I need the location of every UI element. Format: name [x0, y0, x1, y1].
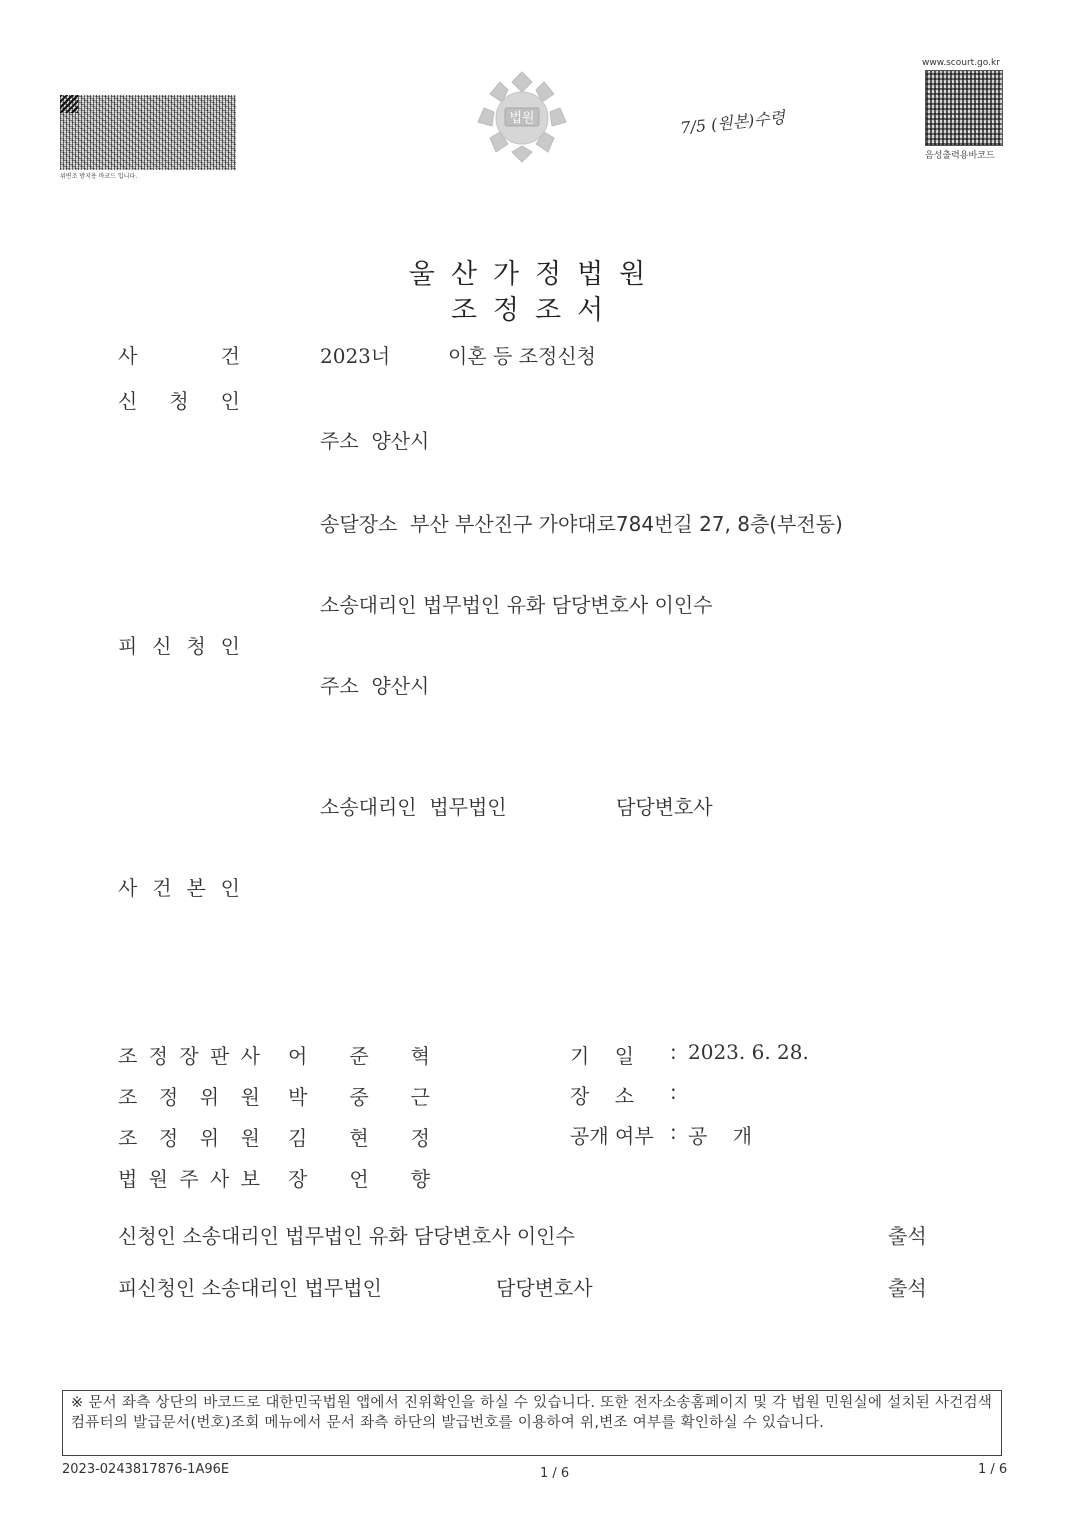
court-name: 울산가정법원: [408, 259, 662, 290]
barcode-caption: 위변조 방지용 바코드 입니다.: [60, 173, 138, 180]
applicant-agent: 소송대리인 법무법인 유화 담당변호사 이인수: [320, 593, 713, 617]
official-row: [118, 1163, 438, 1204]
public-label: 공개 여부: [570, 1124, 654, 1148]
anti-forgery-barcode: [60, 95, 236, 180]
hearing-date-value: 2023. 6. 28.: [688, 1040, 809, 1064]
issue-number: 2023-0243817876-1A96E: [62, 1462, 230, 1477]
official-role: 조 정 장 판 사: [118, 1044, 260, 1068]
court-seal-icon: [470, 68, 574, 166]
hearing-place-label: 장 소: [570, 1084, 635, 1108]
applicant-delivery-address: 송달장소 부산 부산진구 가야대로784번길 27, 8층(부전동): [320, 512, 843, 536]
page-number-right: 1 / 6: [978, 1462, 1008, 1477]
official-name: 장 언 향: [288, 1167, 430, 1191]
attendance-applicant: 신청인 소송대리인 법무법인 유화 담당변호사 이인수: [118, 1224, 575, 1248]
officials-list: [118, 1040, 438, 1204]
colon: :: [670, 1040, 677, 1064]
applicant-address: 주소 양산시: [320, 429, 430, 453]
official-name: 어 준 혁: [288, 1044, 430, 1068]
official-row: [118, 1081, 438, 1122]
barcode-image: [60, 95, 236, 170]
verification-notice: ※ 문서 좌측 상단의 바코드로 대한민국법원 앱에서 진위확인을 하실 수 있습니다. 또한 전자소송홈페이지 및 각 법원 민원실에 설치된 사건검색 컴퓨터의 발급문서(번호)조회 메뉴에서 문서 좌측 하단의 발급번호를 이용하여 위,변조 여부를 확인하실 수 있습니다.: [62, 1390, 1002, 1456]
seal-text: 법원: [509, 111, 535, 126]
respondent-address: 주소 양산시: [320, 674, 430, 698]
applicant-label: 신 청 인: [118, 389, 240, 413]
case-label: 사 건: [118, 344, 240, 368]
court-url: www.scourt.go.kr: [922, 58, 1000, 68]
official-row: [118, 1040, 438, 1081]
qr-caption: 음성출력용바코드: [925, 151, 995, 161]
public-value: 공 개: [688, 1124, 753, 1148]
voice-output-qr-code: [925, 70, 1003, 146]
case-number: 2023너: [320, 344, 391, 368]
attendance-applicant-status: 출석: [888, 1224, 927, 1248]
official-role: 조 정 위 원: [118, 1085, 260, 1109]
hearing-date-label: 기 일: [570, 1044, 635, 1068]
page-number-center: 1 / 6: [540, 1466, 570, 1481]
colon: :: [670, 1080, 677, 1104]
attendance-respondent-status: 출석: [888, 1276, 927, 1300]
principal-label: 사 건 본 인: [118, 876, 240, 900]
official-role: 법 원 주 사 보: [118, 1167, 260, 1191]
handwritten-note: 7/5 (원본)수령: [679, 107, 786, 138]
case-name: 이혼 등 조정신청: [448, 344, 596, 368]
respondent-label: 피 신 청 인: [118, 634, 240, 658]
official-name: 박 중 근: [288, 1085, 430, 1109]
official-role: 조 정 위 원: [118, 1126, 260, 1150]
official-name: 김 현 정: [288, 1126, 430, 1150]
court-seal-emblem: [470, 68, 574, 166]
respondent-agent-firm: 소송대리인 법무법인: [320, 795, 507, 819]
official-row: [118, 1122, 438, 1163]
attendance-respondent-lawyer: 담당변호사: [496, 1276, 593, 1300]
attendance-respondent: 피신청인 소송대리인 법무법인: [118, 1276, 382, 1300]
document-title: 조정조서: [450, 295, 620, 326]
respondent-agent-lawyer: 담당변호사: [616, 795, 713, 819]
colon: :: [670, 1120, 677, 1144]
